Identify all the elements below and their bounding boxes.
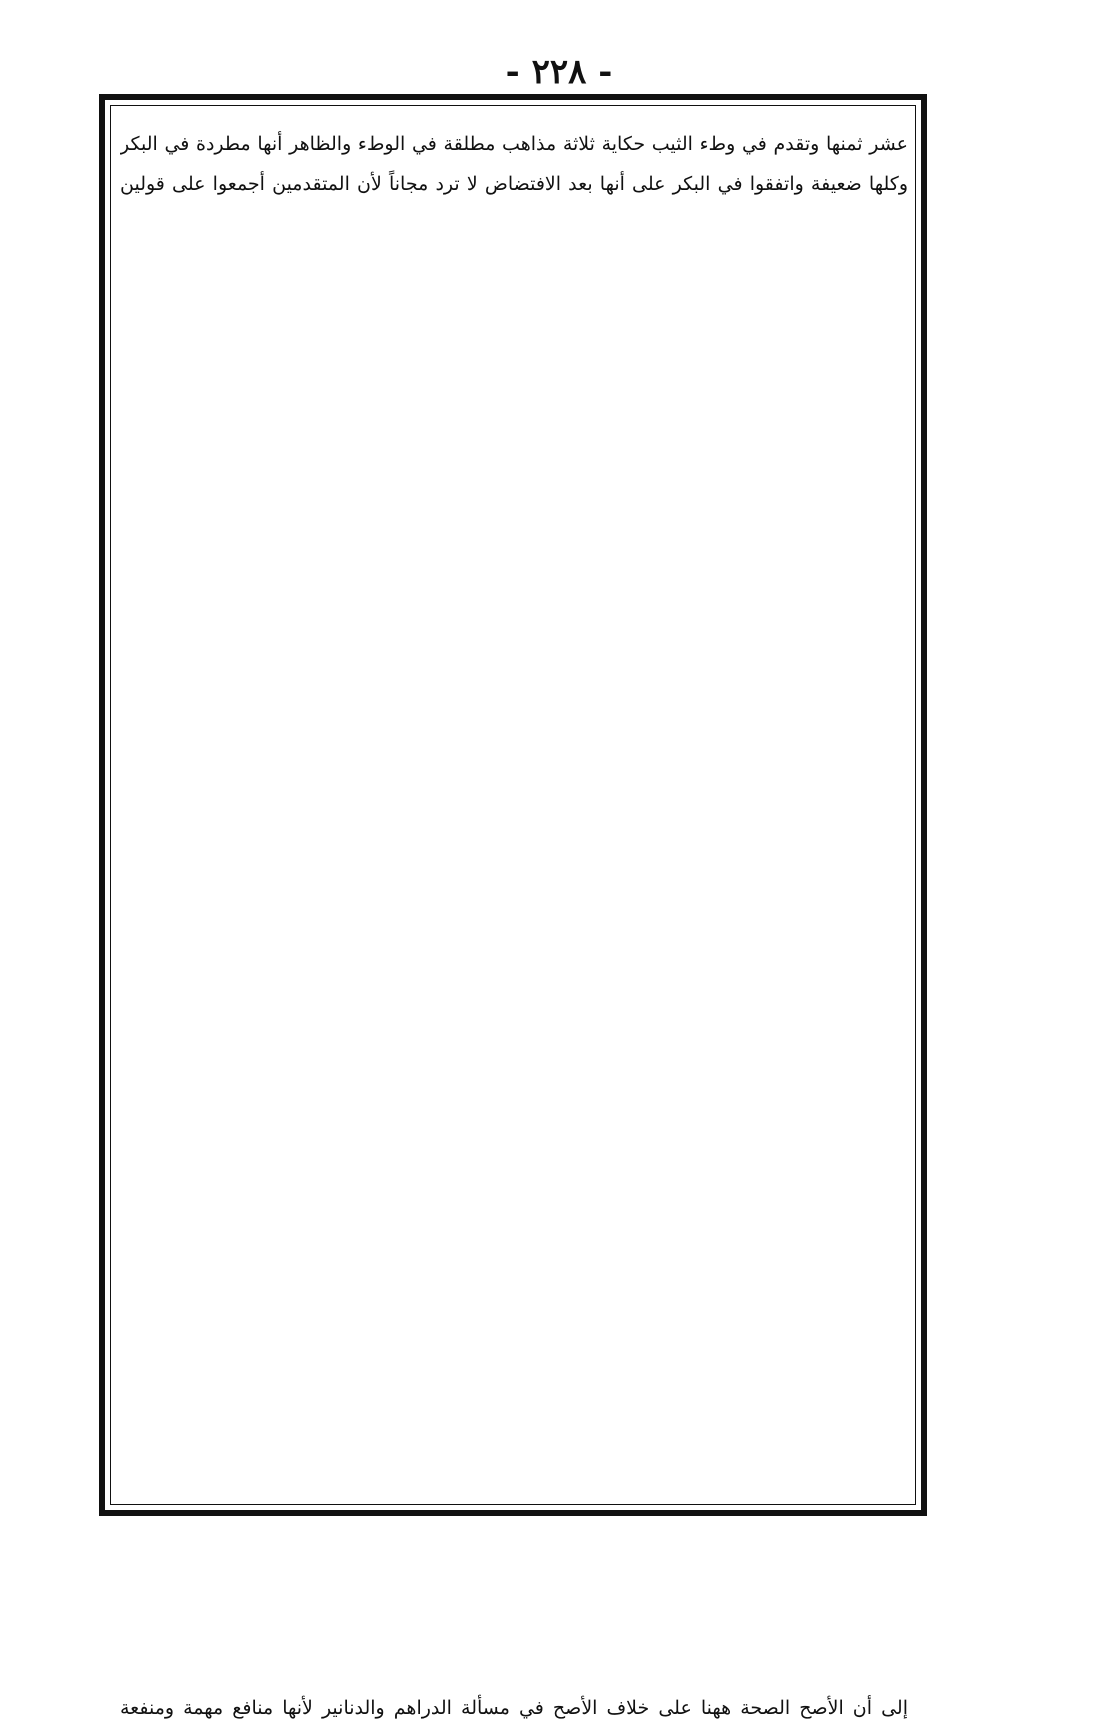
page-frame <box>99 94 927 1516</box>
text-line: وكلها ضعيفة واتفقوا في البكر على أنها بعد الافتضاض لا ترد مجاناً لأن المتقدمين أجمعوا على قولين <box>120 173 908 196</box>
footnote-line: إلى أن الأصح الصحة ههنا على خلاف الأصح في مسألة الدراهم والدنانير لأنها منافع مهمة ومنفعة <box>120 1697 908 1719</box>
footnote <box>120 1686 908 1730</box>
page-number: - ٢٢٨ - <box>505 52 613 92</box>
main-text <box>120 124 908 205</box>
text-line: عشر ثمنها وتقدم في وطء الثيب حكاية ثلاثة مذاهب مطلقة في الوطء والظاهر أنها مطردة في البكر <box>120 133 908 155</box>
